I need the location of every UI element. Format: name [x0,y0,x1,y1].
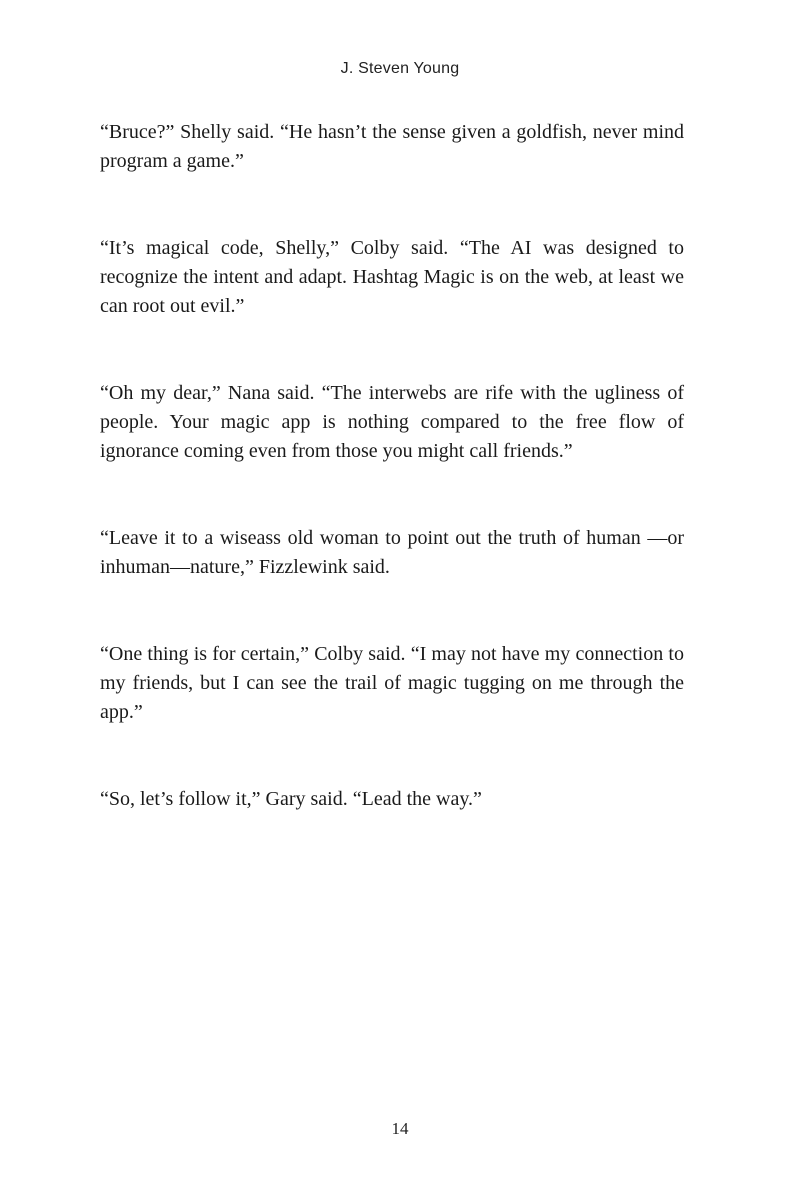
paragraph-2: “It’s magical code, Shelly,” Colby said. “The AI was designed to recognize the intent and adapt. Hashtag Magic is on the web, at least we can root out evil.” [100,237,684,317]
paragraph-4: “Leave it to a wiseass old woman to point out the truth of human —or inhuman—nature,” Fizzlewink said. [100,527,684,578]
running-header-author: J. Steven Young [340,60,460,77]
paragraph-3: “Oh my dear,” Nana said. “The interwebs are rife with the ugliness of people. Your magic app is nothing compared to the free flow of ignorance coming even from those you might call friends.” [100,382,684,462]
body-text [100,118,684,872]
paragraph-6: “So, let’s follow it,” Gary said. “Lead the way.” [100,788,482,810]
paragraph-5: “One thing is for certain,” Colby said. “I may not have my connection to my friends, but I can see the trail of magic tugging on me through the app.” [100,643,684,723]
paragraph-1: “Bruce?” Shelly said. “He hasn’t the sense given a goldfish, never mind program a game.” [100,121,684,172]
page-number: 14 [391,1119,409,1138]
